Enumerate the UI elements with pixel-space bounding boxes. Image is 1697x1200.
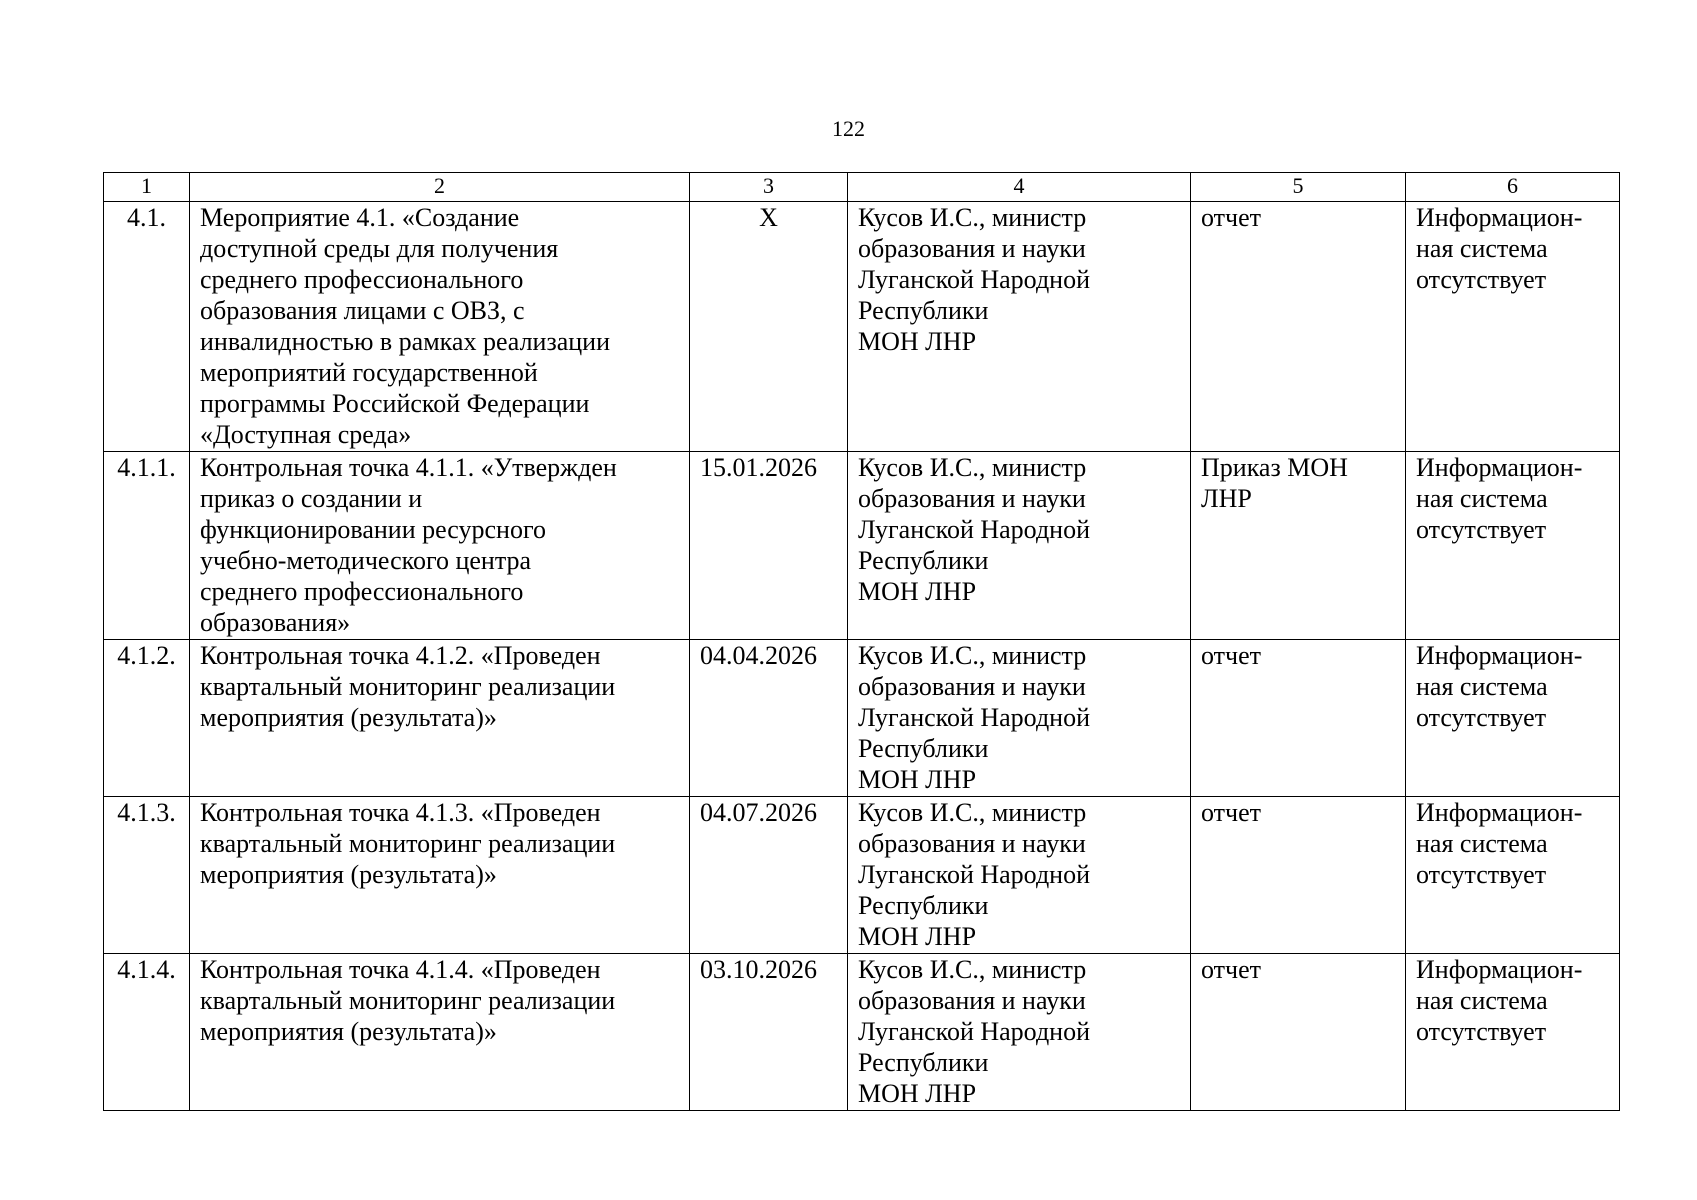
table-row <box>104 797 1620 954</box>
info-system-line: отсутствует <box>1416 265 1547 294</box>
responsible-cell <box>848 452 1191 640</box>
document-line: отчет <box>1201 798 1261 827</box>
deadline-cell: 03.10.2026 <box>690 954 848 1111</box>
info-system-line: ная система <box>1416 234 1548 263</box>
column-header: 5 <box>1191 173 1406 202</box>
plan-table <box>103 172 1620 1111</box>
responsible-line: Республики <box>858 546 989 575</box>
responsible-line: Луганской Народной <box>858 860 1090 889</box>
info-system-line: отсутствует <box>1416 515 1547 544</box>
responsible-line: Республики <box>858 891 989 920</box>
event-name-line: квартальный мониторинг реализации <box>200 986 616 1015</box>
column-header: 2 <box>190 173 690 202</box>
document-cell <box>1191 202 1406 452</box>
responsible-line: образования и науки <box>858 829 1086 858</box>
event-name-line: квартальный мониторинг реализации <box>200 672 616 701</box>
responsible-line: Луганской Народной <box>858 265 1090 294</box>
info-system-line: ная система <box>1416 672 1548 701</box>
info-system-line: ная система <box>1416 484 1548 513</box>
info-system-line: Информацион- <box>1416 955 1583 984</box>
column-header: 3 <box>690 173 848 202</box>
event-name-line: Контрольная точка 4.1.4. «Проведен <box>200 955 601 984</box>
responsible-line: Республики <box>858 296 989 325</box>
responsible-line: МОН ЛНР <box>858 1079 977 1108</box>
event-name-line: среднего профессионального <box>200 577 524 606</box>
column-header: 4 <box>848 173 1191 202</box>
column-header: 1 <box>104 173 190 202</box>
info-system-cell <box>1406 202 1620 452</box>
responsible-cell <box>848 202 1191 452</box>
info-system-line: отсутствует <box>1416 1017 1547 1046</box>
responsible-line: Луганской Народной <box>858 703 1090 732</box>
responsible-line: МОН ЛНР <box>858 765 977 794</box>
event-name-line: инвалидностью в рамках реализации <box>200 327 611 356</box>
responsible-cell <box>848 797 1191 954</box>
event-name-line: программы Российской Федерации <box>200 389 590 418</box>
info-system-line: ная система <box>1416 986 1548 1015</box>
row-number-cell: 4.1. <box>104 202 190 452</box>
responsible-line: Кусов И.С., министр <box>858 955 1087 984</box>
event-name-cell <box>190 797 690 954</box>
deadline-cell: 15.01.2026 <box>690 452 848 640</box>
responsible-cell <box>848 954 1191 1111</box>
responsible-line: Луганской Народной <box>858 1017 1090 1046</box>
event-name-cell <box>190 202 690 452</box>
event-name-line: функционировании ресурсного <box>200 515 546 544</box>
event-name-line: образования лицами с ОВЗ, с <box>200 296 525 325</box>
document-cell <box>1191 797 1406 954</box>
event-name-line: мероприятия (результата)» <box>200 1017 497 1046</box>
info-system-line: отсутствует <box>1416 703 1547 732</box>
info-system-line: Информацион- <box>1416 641 1583 670</box>
document-cell <box>1191 640 1406 797</box>
event-name-line: мероприятия (результата)» <box>200 703 497 732</box>
responsible-line: Луганской Народной <box>858 515 1090 544</box>
row-number-cell: 4.1.3. <box>104 797 190 954</box>
responsible-line: образования и науки <box>858 484 1086 513</box>
document-cell <box>1191 954 1406 1111</box>
info-system-line: Информацион- <box>1416 798 1583 827</box>
event-name-line: Контрольная точка 4.1.2. «Проведен <box>200 641 601 670</box>
row-number-cell: 4.1.1. <box>104 452 190 640</box>
event-name-cell <box>190 452 690 640</box>
document-cell <box>1191 452 1406 640</box>
info-system-line: отсутствует <box>1416 860 1547 889</box>
table-row <box>104 640 1620 797</box>
event-name-line: квартальный мониторинг реализации <box>200 829 616 858</box>
event-name-line: учебно-методического центра <box>200 546 532 575</box>
event-name-line: приказ о создании и <box>200 484 423 513</box>
event-name-line: Контрольная точка 4.1.3. «Проведен <box>200 798 601 827</box>
info-system-line: Информацион- <box>1416 203 1583 232</box>
responsible-cell <box>848 640 1191 797</box>
info-system-cell <box>1406 640 1620 797</box>
deadline-cell: X <box>690 202 848 452</box>
table-body <box>104 202 1620 1111</box>
responsible-line: Кусов И.С., министр <box>858 453 1087 482</box>
deadline-cell: 04.04.2026 <box>690 640 848 797</box>
document-line: отчет <box>1201 203 1261 232</box>
table-row <box>104 202 1620 452</box>
header-row <box>104 173 1620 202</box>
responsible-line: Кусов И.С., министр <box>858 798 1087 827</box>
document-line: Приказ МОН <box>1201 453 1348 482</box>
info-system-cell <box>1406 797 1620 954</box>
info-system-cell <box>1406 452 1620 640</box>
table-row <box>104 954 1620 1111</box>
event-name-line: Мероприятие 4.1. «Создание <box>200 203 520 232</box>
responsible-line: МОН ЛНР <box>858 577 977 606</box>
row-number-cell: 4.1.4. <box>104 954 190 1111</box>
event-name-cell <box>190 640 690 797</box>
event-name-line: мероприятия (результата)» <box>200 860 497 889</box>
responsible-line: образования и науки <box>858 234 1086 263</box>
event-name-line: мероприятий государственной <box>200 358 538 387</box>
responsible-line: Кусов И.С., министр <box>858 641 1087 670</box>
event-name-line: среднего профессионального <box>200 265 524 294</box>
info-system-cell <box>1406 954 1620 1111</box>
page-number: 122 <box>832 116 865 141</box>
responsible-line: МОН ЛНР <box>858 922 977 951</box>
document-line: отчет <box>1201 641 1261 670</box>
column-header: 6 <box>1406 173 1620 202</box>
info-system-line: ная система <box>1416 829 1548 858</box>
info-system-line: Информацион- <box>1416 453 1583 482</box>
deadline-cell: 04.07.2026 <box>690 797 848 954</box>
row-number-cell: 4.1.2. <box>104 640 190 797</box>
responsible-line: Республики <box>858 734 989 763</box>
table-row <box>104 452 1620 640</box>
event-name-line: образования» <box>200 608 351 637</box>
responsible-line: образования и науки <box>858 672 1086 701</box>
responsible-line: Кусов И.С., министр <box>858 203 1087 232</box>
document-line: отчет <box>1201 955 1261 984</box>
responsible-line: МОН ЛНР <box>858 327 977 356</box>
event-name-line: доступной среды для получения <box>200 234 559 263</box>
event-name-line: Контрольная точка 4.1.1. «Утвержден <box>200 453 617 482</box>
event-name-cell <box>190 954 690 1111</box>
responsible-line: Республики <box>858 1048 989 1077</box>
responsible-line: образования и науки <box>858 986 1086 1015</box>
document-line: ЛНР <box>1201 484 1252 513</box>
event-name-line: «Доступная среда» <box>200 420 412 449</box>
